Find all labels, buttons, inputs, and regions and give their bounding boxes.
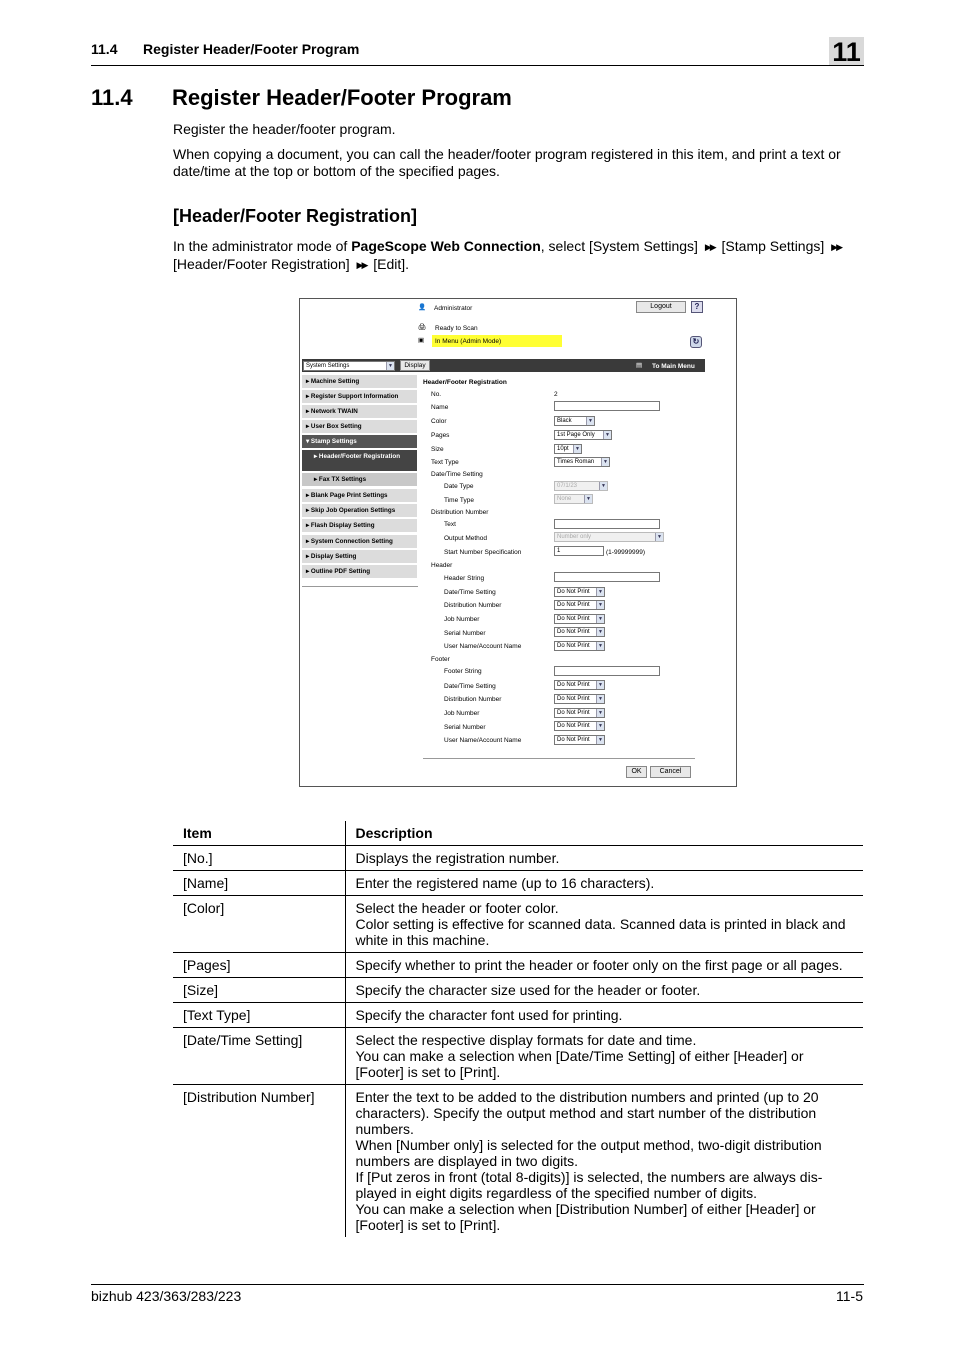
table-cell-item: [Size] xyxy=(173,978,345,1003)
menu-flash-display[interactable]: ▸ Flash Display Setting xyxy=(302,519,417,533)
label-header-job-number: Job Number xyxy=(444,616,480,623)
double-arrow-icon: ▶▶ xyxy=(831,242,841,252)
chevron-down-icon: ▼ xyxy=(603,431,611,439)
intro-paragraph-1: Register the header/footer program. xyxy=(173,121,396,137)
header-rule xyxy=(91,65,864,66)
chevron-down-icon: ▼ xyxy=(599,482,607,490)
output-method-select[interactable]: Number only ▼ xyxy=(554,532,664,542)
form-divider xyxy=(423,758,695,759)
start-number-range: (1-99999999) xyxy=(606,549,646,556)
label-footer-distribution: Distribution Number xyxy=(444,696,502,703)
table-row xyxy=(173,846,863,871)
footer-user-name-select[interactable]: Do Not Print ▼ xyxy=(554,735,605,745)
footer-model: bizhub 423/363/283/223 xyxy=(91,1288,242,1304)
printer-icon: 🖨 xyxy=(418,324,427,331)
label-no: No. xyxy=(431,391,442,398)
text-type-select[interactable]: Times Roman ▼ xyxy=(554,457,610,467)
table-cell-description: Specify whether to print the header or footer only on the first page or all pages. xyxy=(345,953,863,978)
menu-user-box-setting[interactable]: ▸ User Box Setting xyxy=(302,420,417,434)
footer-distribution-select[interactable]: Do Not Print ▼ xyxy=(554,694,605,704)
label-output-method: Output Method xyxy=(444,535,487,542)
chevron-down-icon: ▼ xyxy=(596,722,604,730)
running-header: 11.4 Register Header/Footer Program xyxy=(91,41,360,57)
chevron-down-icon: ▼ xyxy=(596,615,604,623)
label-text: Text xyxy=(444,521,456,528)
label-header-date-time: Date/Time Setting xyxy=(444,589,496,596)
footer-string-input[interactable] xyxy=(554,666,660,676)
table-cell-description: Specify the character font used for printing. xyxy=(345,1003,863,1028)
column-header-item: Item xyxy=(173,821,345,846)
machine-icon: ▣ xyxy=(418,337,425,344)
menu-system-connection[interactable]: ▸ System Connection Setting xyxy=(302,535,417,549)
subsection-title: [Header/Footer Registration] xyxy=(173,206,418,226)
header-date-time-select[interactable]: Do Not Print ▼ xyxy=(554,587,605,597)
label-footer-date-time: Date/Time Setting xyxy=(444,683,496,690)
label-header: Header xyxy=(431,562,453,569)
chapter-number: 11 xyxy=(829,37,864,65)
footer-page-number: 11-5 xyxy=(836,1288,863,1304)
size-select[interactable]: 10pt ▼ xyxy=(554,444,582,454)
chevron-down-icon: ▼ xyxy=(586,417,594,425)
menu-network-twain[interactable]: ▸ Network TWAIN xyxy=(302,405,417,419)
label-header-distribution: Distribution Number xyxy=(444,602,502,609)
logout-button[interactable]: Logout xyxy=(636,301,686,313)
menu-display-setting[interactable]: ▸ Display Setting xyxy=(302,550,417,564)
system-settings-select[interactable]: System Settings ▼ xyxy=(303,361,395,371)
admin-icon: 👤 xyxy=(418,304,427,311)
label-date-time-setting: Date/Time Setting xyxy=(431,471,483,478)
table-cell-description: Enter the text to be added to the distribution numbers and printed (up to 20 characters). Specify the output method and start number of the distribution numbers. When [Number only] is selected for the output method, two-digit distribution numbers are displayed in two digits. If [Put zeros in front (total 8-digits)] is selected, the numbers are always dis-played in eight digits regardless of the specified number of digits. You can make a selection when [Distribution Number] of either [Header] or [Footer] is set to [Print]. xyxy=(355,1089,823,1233)
chevron-down-icon: ▼ xyxy=(596,588,604,596)
footer-job-number-select[interactable]: Do Not Print ▼ xyxy=(554,708,605,718)
menu-machine-setting[interactable]: ▸ Machine Setting xyxy=(302,375,417,389)
menu-divider xyxy=(302,586,418,587)
table-cell-item: [Date/Time Setting] xyxy=(173,1028,345,1085)
table-cell-item: [Pages] xyxy=(173,953,345,978)
refresh-icon[interactable]: ↻ xyxy=(690,336,702,348)
table-cell-item: [No.] xyxy=(173,846,345,871)
table-cell-description: Select the respective display formats for date and time. You can make a selection when [Date/Time Setting] of either [Header] or [Footer] is set to [Print]. xyxy=(345,1028,863,1085)
header-serial-number-select[interactable]: Do Not Print ▼ xyxy=(554,627,605,637)
chevron-down-icon: ▼ xyxy=(596,709,604,717)
admin-label: Administrator xyxy=(434,305,473,312)
table-row xyxy=(173,953,863,978)
menu-stamp-settings[interactable]: ▾ Stamp Settings xyxy=(302,435,417,449)
label-header-serial-number: Serial Number xyxy=(444,630,486,637)
chevron-down-icon: ▼ xyxy=(596,642,604,650)
label-size: Size xyxy=(431,446,444,453)
table-row xyxy=(173,978,863,1003)
distribution-text-input[interactable] xyxy=(554,519,660,529)
name-input[interactable] xyxy=(554,401,660,411)
label-header-string: Header String xyxy=(444,575,485,582)
label-footer: Footer xyxy=(431,656,450,663)
label-footer-serial-number: Serial Number xyxy=(444,724,486,731)
label-text-type: Text Type xyxy=(431,459,459,466)
menu-fax-tx-settings[interactable]: ▸ Fax TX Settings xyxy=(302,473,417,487)
chevron-down-icon: ▼ xyxy=(573,445,581,453)
double-arrow-icon: ▶▶ xyxy=(356,260,367,270)
cancel-button[interactable]: Cancel xyxy=(650,766,691,778)
menu-blank-page-print[interactable]: ▸ Blank Page Print Settings xyxy=(302,489,417,503)
column-header-description: Description xyxy=(345,821,863,846)
section-title: 11.4 Register Header/Footer Program xyxy=(91,85,512,110)
ok-button[interactable]: OK xyxy=(626,766,647,778)
date-type-select[interactable]: 07/1/23 ▼ xyxy=(554,481,608,491)
label-color: Color xyxy=(431,418,447,425)
label-header-user-name: User Name/Account Name xyxy=(444,643,522,650)
label-footer-job-number: Job Number xyxy=(444,710,480,717)
label-distribution-number: Distribution Number xyxy=(431,509,489,516)
header-job-number-select[interactable]: Do Not Print ▼ xyxy=(554,614,605,624)
navigation-instruction: In the administrator mode of PageScope Web Connection, select [System Settings] ▶▶ [Stamp Settings] ▶▶ [Header/Footer Registration] ▶▶ [Edit]. xyxy=(173,238,841,272)
main-menu-icon: ▤ xyxy=(636,362,643,369)
table-row xyxy=(173,1028,863,1085)
table-cell-item: [Color] xyxy=(173,896,345,953)
color-select[interactable]: Black ▼ xyxy=(554,416,595,426)
table-row xyxy=(173,871,863,896)
menu-outline-pdf[interactable]: ▸ Outline PDF Setting xyxy=(302,565,417,579)
web-connection-screenshot xyxy=(299,298,737,787)
table-cell-item: [Text Type] xyxy=(173,1003,345,1028)
table-cell-description: Specify the character size used for the header or footer. xyxy=(345,978,863,1003)
label-pages: Pages xyxy=(431,432,450,439)
settings-table xyxy=(173,821,863,1237)
double-arrow-icon: ▶▶ xyxy=(704,242,715,252)
label-name: Name xyxy=(431,404,449,411)
table-cell-description: Select the header or footer color. Color setting is effective for scanned data. Scanned data is printed in black and white in this machine. xyxy=(345,896,863,953)
chevron-down-icon: ▼ xyxy=(601,458,609,466)
header-distribution-select[interactable]: Do Not Print ▼ xyxy=(554,600,605,610)
label-start-number: Start Number Specification xyxy=(444,549,522,556)
time-type-select[interactable]: None ▼ xyxy=(554,494,593,504)
form-title: Header/Footer Registration xyxy=(423,379,507,386)
table-row xyxy=(173,896,863,953)
footer-serial-number-select[interactable]: Do Not Print ▼ xyxy=(554,721,605,731)
status-ready: Ready to Scan xyxy=(435,325,478,332)
header-user-name-select[interactable]: Do Not Print ▼ xyxy=(554,641,605,651)
value-no: 2 xyxy=(554,391,558,398)
table-cell-item: [Name] xyxy=(173,871,345,896)
table-row xyxy=(173,1085,863,1238)
chevron-down-icon: ▼ xyxy=(596,601,604,609)
chevron-down-icon: ▼ xyxy=(655,533,663,541)
menu-skip-job-operation[interactable]: ▸ Skip Job Operation Settings xyxy=(302,504,417,518)
table-header-row xyxy=(173,821,863,846)
to-main-menu-link[interactable]: To Main Menu xyxy=(652,363,695,370)
chevron-down-icon: ▼ xyxy=(596,736,604,744)
footer-date-time-select[interactable]: Do Not Print ▼ xyxy=(554,680,605,690)
chevron-down-icon: ▼ xyxy=(584,495,592,503)
menu-register-support[interactable]: ▸ Register Support Information xyxy=(302,390,417,404)
label-footer-string: Footer String xyxy=(444,668,482,675)
header-string-input[interactable] xyxy=(554,572,660,582)
status-admin-mode: In Menu (Admin Mode) xyxy=(435,338,502,345)
label-footer-user-name: User Name/Account Name xyxy=(444,737,522,744)
table-row xyxy=(173,1003,863,1028)
chevron-down-icon: ▼ xyxy=(386,362,394,370)
table-cell-description: Displays the registration number. xyxy=(345,846,863,871)
table-cell-item: [Distribution Number] xyxy=(173,1085,345,1238)
help-icon[interactable]: ? xyxy=(691,301,703,313)
intro-paragraph-2: When copying a document, you can call the header/footer program registered in this item, and print a text or date/time at the top or bottom of the specified pages. xyxy=(173,146,841,179)
display-button[interactable]: Display xyxy=(400,360,430,371)
table-cell-description: Enter the registered name (up to 16 characters). xyxy=(345,871,863,896)
label-time-type: Time Type xyxy=(444,497,474,504)
footer-rule xyxy=(91,1284,864,1285)
chevron-down-icon: ▼ xyxy=(596,681,604,689)
pages-select[interactable]: 1st Page Only ▼ xyxy=(554,430,612,440)
chevron-down-icon: ▼ xyxy=(596,628,604,636)
start-number-input[interactable]: 1 xyxy=(554,546,604,556)
menu-header-footer-registration[interactable]: ▸ Header/Footer Registration xyxy=(302,450,417,472)
chevron-down-icon: ▼ xyxy=(596,695,604,703)
label-date-type: Date Type xyxy=(444,483,474,490)
